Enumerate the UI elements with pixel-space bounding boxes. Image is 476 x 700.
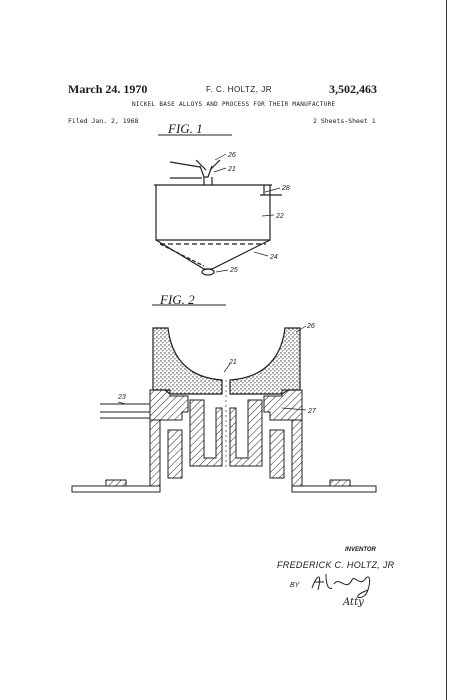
right-inner-block <box>270 430 284 478</box>
left-refractory <box>153 328 222 394</box>
vessel-wall <box>156 185 270 240</box>
right-nozzle-sleeve <box>230 400 262 466</box>
ref-26-fig1: 26 <box>228 152 236 159</box>
inventor-header: F. C. HOLTZ, JR <box>206 85 273 94</box>
fig2-label: FIG. 2 <box>160 292 195 307</box>
patent-date: March 24. 1970 <box>68 82 148 96</box>
tap-hole <box>202 269 214 275</box>
melt-level <box>160 244 204 266</box>
fig1-furnace <box>154 160 282 275</box>
ref-26-fig2: 26 <box>307 323 315 330</box>
ref-21-fig2: 21 <box>229 359 237 366</box>
by-label: BY <box>290 582 300 589</box>
ref-22: 22 <box>276 213 284 220</box>
ref-24: 24 <box>270 254 278 261</box>
patent-title: NICKEL BASE ALLOYS AND PROCESS FOR THEIR MANUFACTURE <box>132 101 336 108</box>
left-nozzle-sleeve <box>190 400 222 466</box>
inventor-name: FREDERICK C. HOLTZ, JR <box>277 560 395 570</box>
right-base-flange <box>292 486 376 492</box>
ref-28: 28 <box>282 185 290 192</box>
attorney-signature <box>312 574 370 598</box>
left-inner-block <box>168 430 182 478</box>
ref-25: 25 <box>230 267 238 274</box>
fig1-label: FIG. 1 <box>168 121 203 136</box>
ref-23: 23 <box>118 394 126 401</box>
sheet-number: 2 Sheets-Sheet 1 <box>313 117 376 125</box>
filing-date: Filed Jan. 2, 1968 <box>68 117 139 125</box>
ref-21-fig1: 21 <box>228 166 236 173</box>
inventor-caption: INVENTOR <box>345 547 376 553</box>
gas-inlet-23 <box>100 404 150 418</box>
ref-27: 27 <box>308 408 316 415</box>
patent-number: 3,502,463 <box>329 82 377 96</box>
fig2-nozzle-section <box>72 328 376 492</box>
nozzle <box>200 166 212 177</box>
attorney-label: Atty <box>343 597 364 608</box>
right-refractory <box>230 328 300 394</box>
feed-line-26 <box>170 162 200 167</box>
left-base-flange <box>72 486 160 492</box>
